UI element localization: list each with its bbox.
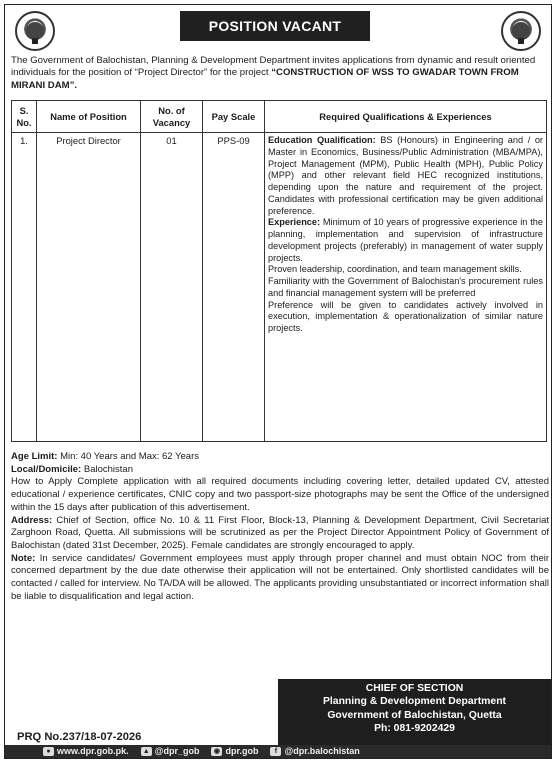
procurement-requirement: Familiarity with the Government of Balochistan's procurement rules and financial management system will be preferred [268,276,543,298]
header-sno: S. No. [12,101,37,133]
experience-text: Minimum of 10 years of progressive experience in the planning, implementation and supervision of infrastructure development projects (preferably) in management of water supply projects. [268,217,543,263]
domicile-label: Local/Domicile: [11,463,82,475]
chief-of-section-box [278,679,551,746]
footer-bar [5,745,551,758]
address-label: Address: [11,514,53,526]
address [11,515,549,553]
instagram-text: dpr.gob [225,745,259,756]
domicile-text: Balochistan [81,463,133,475]
education-label: Education Qualification: [268,135,376,145]
details-section [11,451,549,604]
chief-government: Government of Balochistan, Quetta [327,709,502,721]
footer-website[interactable] [35,746,129,757]
facebook-text: @dpr.balochistan [284,745,360,756]
prq-number: PRQ No.237/18-07-2026 [17,731,142,743]
leadership-requirement: Proven leadership, coordination, and team management skills. [268,264,522,275]
intro-paragraph [11,55,547,92]
intro-text: The Government of Balochistan, Planning & Development Department invites applications from dynamic and result oriented individuals for the position of “Project Director” for the project [11,55,536,79]
age-limit [11,451,549,464]
cell-pay-scale: PPS-09 [203,133,265,442]
experience [268,217,543,264]
govt-emblem-icon [15,11,55,51]
chief-department: Planning & Development Department [322,696,507,708]
table-header-row [12,101,547,133]
education-text: BS (Honours) in Engineering and / or Master in Economics, Business/Public Administration (MBA/MPA), Project Management (MPM), Public Health (MPH), Public Policy (MPP) and other relevant field HEC recognized institutions, depending upon the nature and requirement of the project. Candidates with professional certification may be given additional preference. [268,135,543,216]
header-pay-scale: Pay Scale [203,101,265,133]
position-vacant-banner: POSITION VACANT [180,11,370,41]
experience-label: Experience: [268,217,321,228]
header-position: Name of Position [37,101,141,133]
how-to-apply: How to Apply Complete application with all required documents including covering letter, detailed updated CV, attested educational / experience certificates, CNIC copy and two passport-size photographs may be sent the Office of the undersigned within the 15 days after publication of this advertisement. [11,476,549,513]
note [11,553,549,604]
age-label: Age Limit: [11,451,58,462]
chief-phone: Ph: 081-9202429 [374,722,455,734]
header-qualifications: Required Qualifications & Experiences [265,101,547,133]
note-text: In service candidates/ Government employees must apply through proper channel and must obtain NOC from their concerned department by the due date otherwise their application will not be entertained. Only shortlisted candidates will be contacted / called for interview. No TA/DA will be allowed. The applicants providing unsubstantiated or incorrect information shall be liable to disqualification and legal action. [11,552,549,602]
instagram-icon: ◉ [211,747,222,756]
footer-twitter[interactable] [133,746,200,757]
age-text: Min: 40 Years and Max: 62 Years [57,451,199,462]
advertisement-page [4,4,552,759]
balochistan-seal-icon [501,11,541,51]
chief-title: CHIEF OF SECTION [365,683,464,694]
position-table [11,100,547,442]
twitter-icon: ▲ [141,747,152,756]
twitter-text: @dpr_gob [154,745,200,756]
cell-qualifications [265,133,547,442]
cell-position: Project Director [37,133,141,442]
note-label: Note: [11,552,36,564]
education-qualification [268,135,543,217]
website-text: www.dpr.gob.pk. [57,745,129,756]
preference-requirement: Preference will be given to candidates actively involved in execution, implementation & operationalization of similar nature projects. [268,299,543,334]
cell-vacancy: 01 [141,133,203,442]
globe-icon: ● [43,747,54,756]
project-name: “CONSTRUCTION OF WSS TO GWADAR TOWN FROM MIRANI DAM”. [11,67,519,91]
domicile [11,464,549,477]
cell-sno: 1. [12,133,37,442]
address-text: Chief of Section, office No. 10 & 11 First Floor, Block-13, Planning & Development Department, Civil Secretariat Zarghoon Road, Quetta. All submissions will be scrutinized as per the Project Director Appointment Policy of Government of Balochistan (dated 31st December, 2025). Female candidates are strongly encouraged to apply. [11,514,549,552]
table-row [12,133,547,442]
facebook-icon: f [270,747,281,756]
header-vacancy: No. of Vacancy [141,101,203,133]
footer-instagram[interactable] [203,746,258,757]
footer-facebook[interactable] [262,746,359,757]
